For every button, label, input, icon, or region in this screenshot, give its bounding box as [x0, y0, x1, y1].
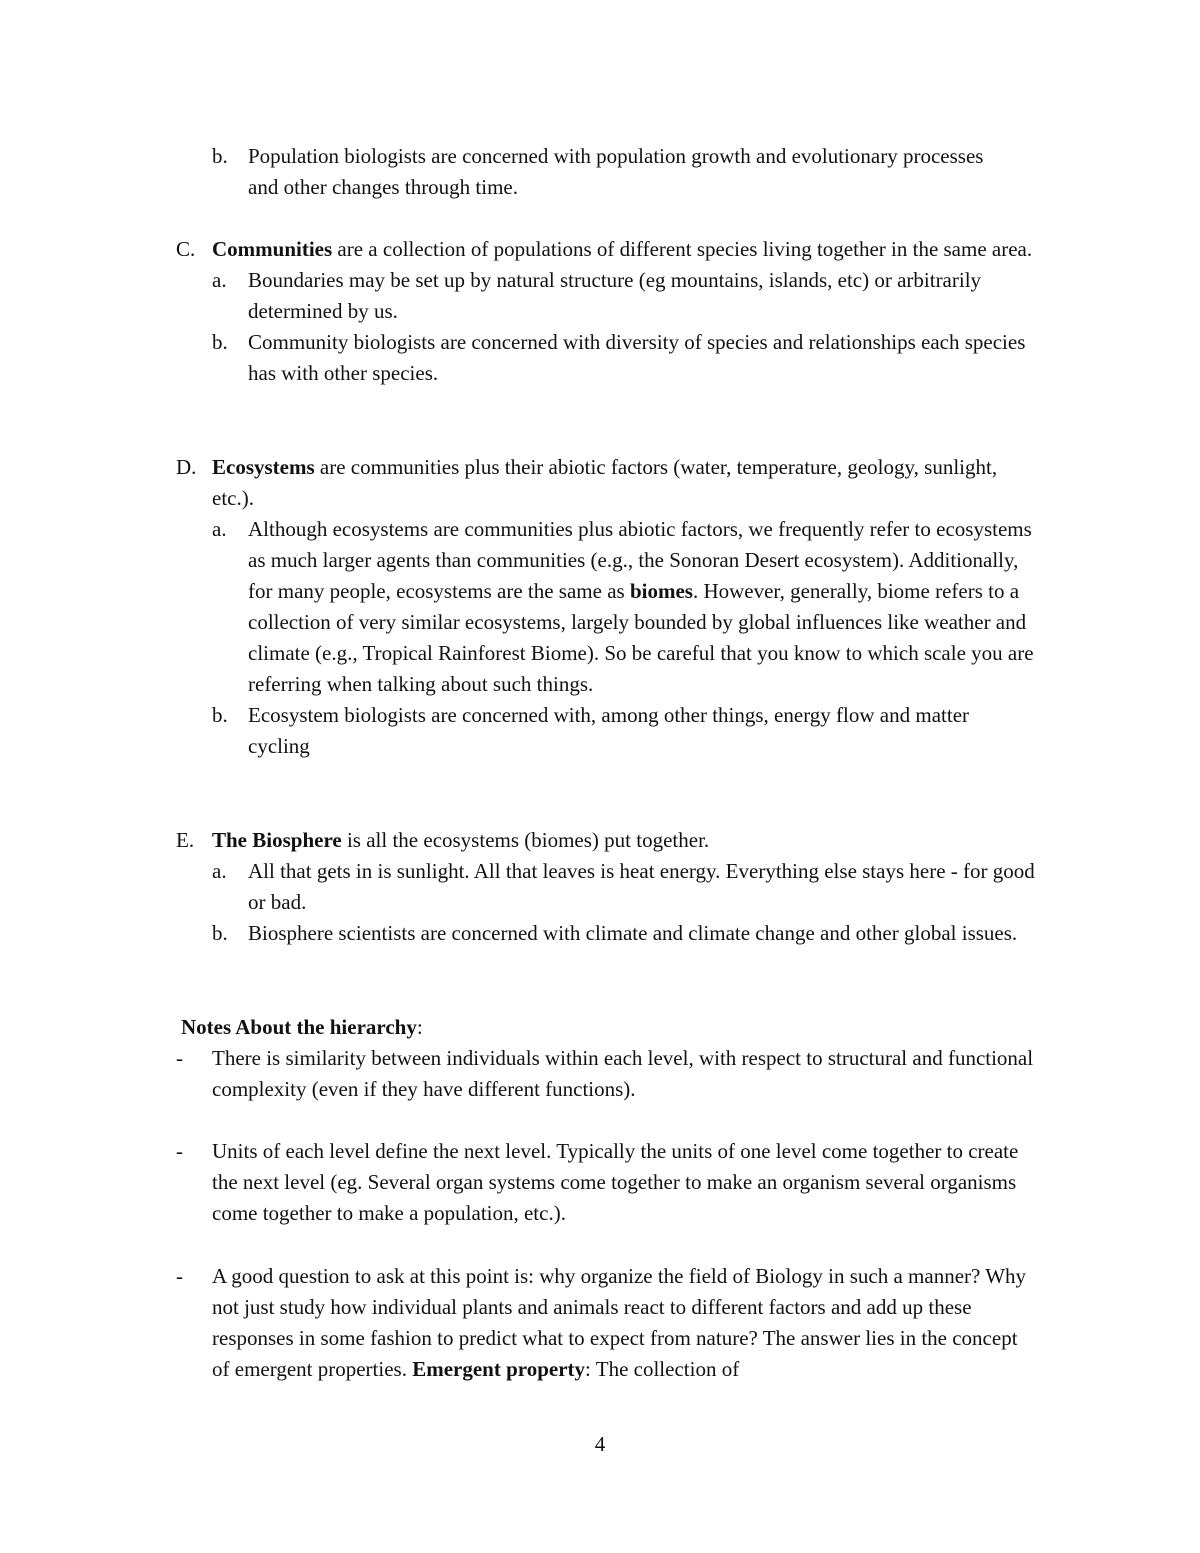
term-communities: Communities: [212, 237, 333, 261]
item-marker: a.: [212, 268, 227, 292]
item-text: Biosphere scientists are concerned with climate and climate change and other global issues.: [248, 921, 1018, 945]
bullet-text: There is similarity between individuals within each level, with respect to structural and functional complexity (even if they have different functions).: [212, 1046, 1034, 1101]
term-biosphere: The Biosphere: [212, 828, 342, 852]
term-biomes: biomes: [629, 579, 693, 603]
item-marker: b.: [212, 330, 228, 354]
sub-list: [176, 856, 1036, 949]
item-text: All that gets in is sunlight. All that leaves is heat energy. Everything else stays here - for good or bad.: [248, 859, 1035, 914]
section-heading: [176, 234, 1036, 265]
list-item: [176, 1043, 1036, 1105]
item-marker: a.: [212, 859, 227, 883]
notes-bullet: [176, 1136, 1036, 1229]
item-text: Population biologists are concerned with population growth and evolutionary processes and other changes through time.: [248, 144, 984, 199]
section-communities: [176, 234, 1036, 389]
item-marker: b.: [212, 144, 228, 168]
item-marker: b.: [212, 703, 228, 727]
section-heading: [176, 825, 1036, 856]
bullet-text-continued: : The collection of: [585, 1357, 740, 1381]
item-marker: b.: [212, 921, 228, 945]
term-emergent-property: Emergent property: [412, 1357, 586, 1381]
section-marker: C.: [176, 237, 196, 261]
bullet-marker: -: [176, 1264, 183, 1288]
bullet-text: A good question to ask at this point is: why organize the field of Biology in such a manner? Why not just study how individual plants and animals react to different factors and add up these responses in some fashion to predict what to expect from nature? The answer lies in the concept of emergent properties.: [212, 1264, 1027, 1381]
list-item: [176, 1261, 1036, 1385]
notes-heading: [181, 1012, 1041, 1043]
section-heading: [176, 452, 1036, 514]
notes-bullet: [176, 1261, 1036, 1385]
item-marker: a.: [212, 517, 227, 541]
section-marker: D.: [176, 455, 197, 479]
item-text: Ecosystem biologists are concerned with, among other things, energy flow and matter cycling: [248, 703, 970, 758]
list-item: [212, 856, 1036, 918]
list-item: [212, 265, 1036, 327]
section-description: are a collection of populations of different species living together in the same area.: [332, 237, 1033, 261]
sub-list: [176, 265, 1036, 389]
item-text: Although ecosystems are communities plus abiotic factors, we frequently refer to ecosystems as much larger agents than communities (e.g., the Sonoran Desert ecosystem). Additionally, for many people, ecosystems are the same as: [248, 517, 1032, 603]
bullet-text: Units of each level define the next level. Typically the units of one level come together to create the next level (eg. Several organ systems come together to make an organism several organisms come together to make a population, etc.).: [212, 1139, 1019, 1225]
notes-bullet: [176, 1043, 1036, 1105]
list-item: [212, 918, 1036, 949]
list-item: [212, 141, 1012, 203]
list-item: [212, 327, 1036, 389]
list-item: [176, 1136, 1036, 1229]
notes-heading-text: Notes About the hierarchy: [181, 1015, 417, 1039]
item-text: Community biologists are concerned with diversity of species and relationships each species has with other species.: [248, 330, 1026, 385]
section-marker: E.: [176, 828, 195, 852]
bullet-marker: -: [176, 1046, 183, 1070]
section-description: is all the ecosystems (biomes) put together.: [341, 828, 710, 852]
section-description: are communities plus their abiotic factors (water, temperature, geology, sunlight, etc.).: [212, 455, 998, 510]
section-ecosystems: [176, 452, 1036, 762]
page-number: 4: [594, 1432, 606, 1456]
population-continuation: [212, 141, 1012, 203]
item-text: Boundaries may be set up by natural structure (eg mountains, islands, etc) or arbitrarily determined by us.: [248, 268, 982, 323]
list-item: [212, 514, 1036, 700]
section-biosphere: [176, 825, 1036, 949]
item-text-continued: . However, generally, biome refers to a collection of very similar ecosystems, largely bounded by global influences like weather and climate (e.g., Tropical Rainforest Biome). So be careful that you know to which scale you are referring when talking about such things.: [248, 579, 1034, 696]
notes-heading-colon: :: [416, 1015, 423, 1039]
term-ecosystems: Ecosystems: [212, 455, 315, 479]
list-item: [212, 700, 1036, 762]
bullet-marker: -: [176, 1139, 183, 1163]
sub-list: [176, 514, 1036, 762]
